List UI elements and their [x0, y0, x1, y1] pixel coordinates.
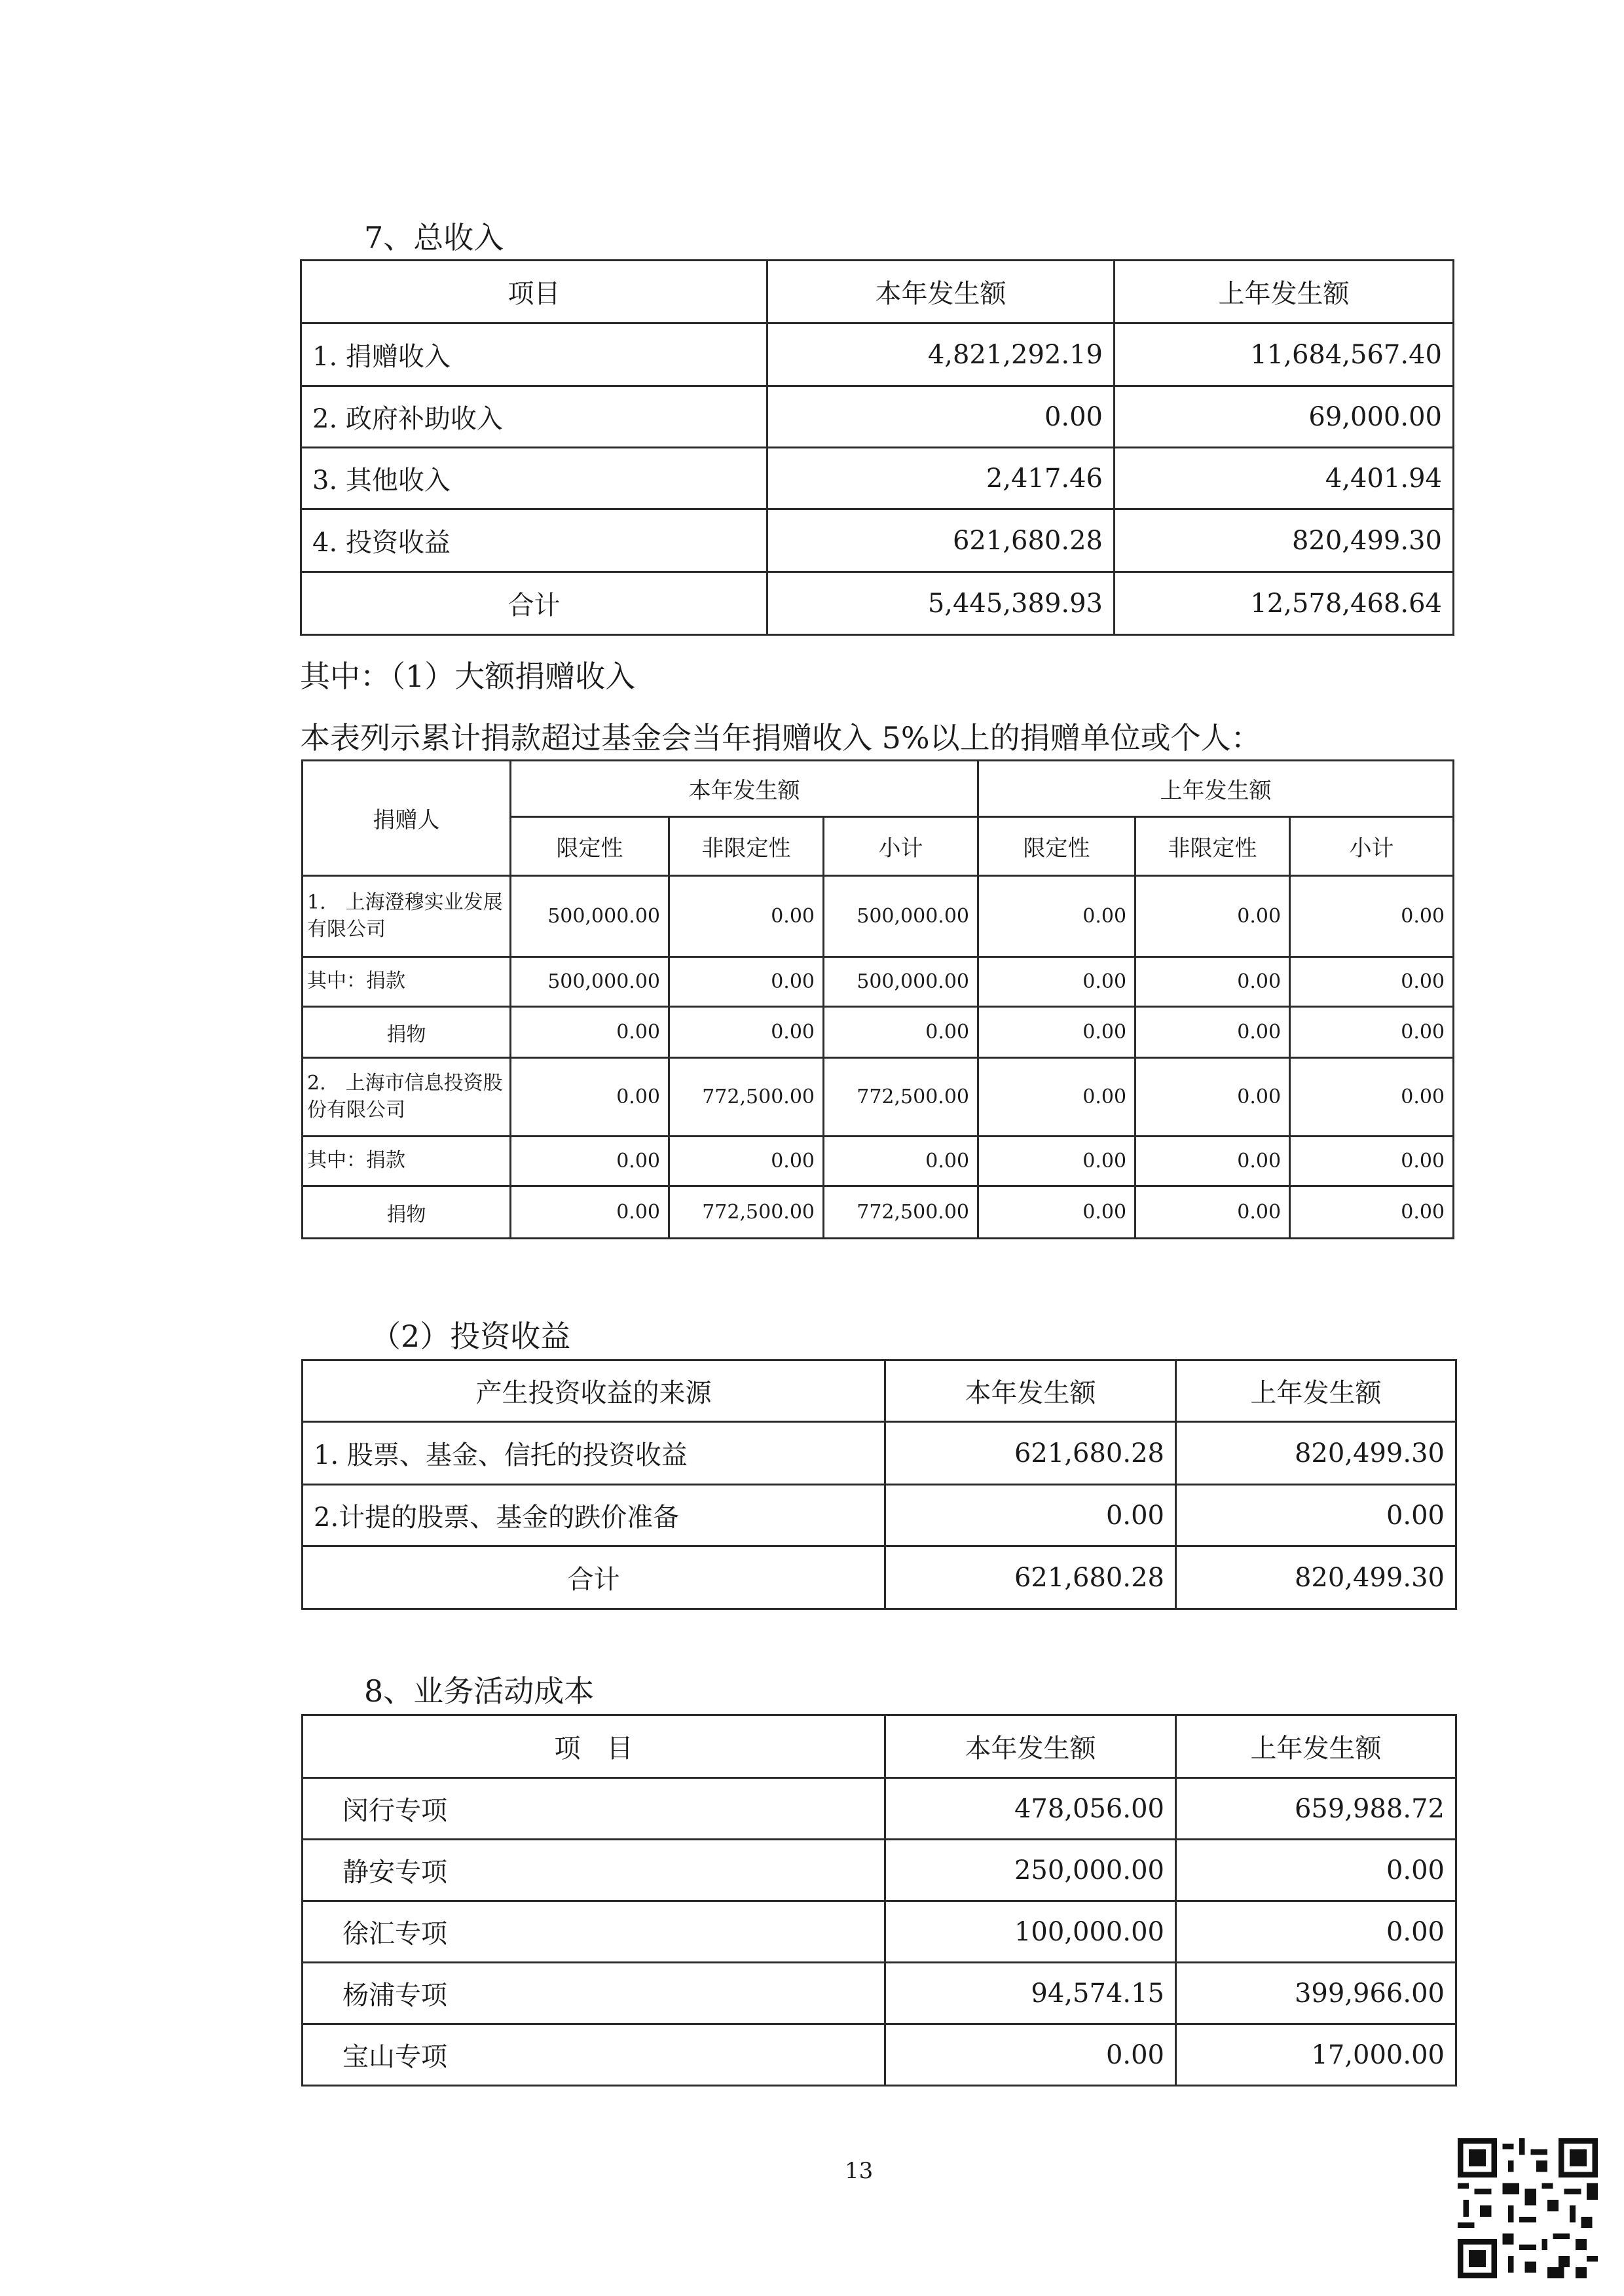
table-row — [301, 323, 1454, 386]
row-previous: 0.00 — [1176, 1901, 1456, 1963]
cell-value: 772,500.00 — [824, 1058, 978, 1137]
row-current: 0.00 — [885, 1485, 1176, 1546]
row-current: 250,000.00 — [885, 1840, 1176, 1901]
investment-income-subtitle: （2）投资收益 — [371, 1319, 571, 1354]
row-item: 闵行专项 — [303, 1778, 885, 1840]
total-current: 621,680.28 — [885, 1546, 1176, 1609]
row-current: 94,574.15 — [885, 1963, 1176, 2024]
table-header-row — [303, 761, 1454, 817]
row-current: 0.00 — [767, 386, 1115, 448]
header-previous: 上年发生额 — [1176, 1715, 1456, 1778]
table-row — [303, 1840, 1456, 1901]
cell-value: 0.00 — [511, 1007, 669, 1058]
row-previous: 17,000.00 — [1176, 2024, 1456, 2086]
cell-value: 0.00 — [1290, 1007, 1454, 1058]
table-row — [303, 1007, 1454, 1058]
header-current: 本年发生额 — [767, 261, 1115, 323]
cell-value: 0.00 — [1290, 1137, 1454, 1186]
donor-name: 1. 上海澄穆实业发展有限公司 — [303, 876, 511, 957]
row-item: 3. 其他收入 — [301, 448, 767, 509]
row-item: 1. 股票、基金、信托的投资收益 — [303, 1422, 885, 1485]
row-previous: 4,401.94 — [1115, 448, 1454, 509]
donor-name: 其中：捐款 — [303, 1137, 511, 1186]
cell-value: 0.00 — [511, 1058, 669, 1137]
subheader-restricted: 限定性 — [511, 817, 669, 876]
row-previous: 0.00 — [1176, 1840, 1456, 1901]
subheader-subtotal: 小计 — [824, 817, 978, 876]
cell-value: 0.00 — [978, 1137, 1135, 1186]
row-item: 2. 政府补助收入 — [301, 386, 767, 448]
cell-value: 0.00 — [978, 957, 1135, 1007]
cell-value: 0.00 — [1290, 957, 1454, 1007]
header-current: 本年发生额 — [885, 1715, 1176, 1778]
table-row — [303, 1186, 1454, 1239]
header-previous: 上年发生额 — [1115, 261, 1454, 323]
row-previous: 820,499.30 — [1115, 509, 1454, 572]
investment-income-table — [301, 1359, 1457, 1610]
cell-value: 0.00 — [511, 1137, 669, 1186]
total-row — [303, 1546, 1456, 1609]
table-row — [303, 1901, 1456, 1963]
cell-value: 0.00 — [978, 876, 1135, 957]
donor-name: 2. 上海市信息投资股份有限公司 — [303, 1058, 511, 1137]
total-row — [301, 572, 1454, 635]
cell-value: 0.00 — [669, 876, 824, 957]
row-item: 1. 捐赠收入 — [301, 323, 767, 386]
header-previous-year: 上年发生额 — [978, 761, 1454, 817]
cell-value: 0.00 — [1135, 957, 1290, 1007]
cell-value: 772,500.00 — [669, 1058, 824, 1137]
table-row — [301, 509, 1454, 572]
cell-value: 0.00 — [1290, 1058, 1454, 1137]
section-7-title: 7、总收入 — [364, 220, 504, 255]
cell-value: 0.00 — [1290, 876, 1454, 957]
cell-value: 0.00 — [669, 1137, 824, 1186]
row-previous: 69,000.00 — [1115, 386, 1454, 448]
row-item: 2.计提的股票、基金的跌价准备 — [303, 1485, 885, 1546]
cell-value: 772,500.00 — [824, 1186, 978, 1239]
row-previous: 399,966.00 — [1176, 1963, 1456, 2024]
donor-name: 捐物 — [303, 1186, 511, 1239]
row-previous: 11,684,567.40 — [1115, 323, 1454, 386]
cell-value: 0.00 — [1135, 1186, 1290, 1239]
row-item: 杨浦专项 — [303, 1963, 885, 2024]
cell-value: 0.00 — [1135, 1058, 1290, 1137]
total-income-table — [300, 259, 1454, 636]
subheader-restricted: 限定性 — [978, 817, 1135, 876]
row-current: 621,680.28 — [885, 1422, 1176, 1485]
cell-value: 500,000.00 — [511, 876, 669, 957]
total-label: 合计 — [301, 572, 767, 635]
table-row — [303, 1485, 1456, 1546]
large-donation-subtitle: 其中：（1）大额捐赠收入 — [300, 659, 636, 694]
cell-value: 500,000.00 — [824, 957, 978, 1007]
row-current: 4,821,292.19 — [767, 323, 1115, 386]
table-row — [303, 1137, 1454, 1186]
table-header-row — [301, 261, 1454, 323]
large-donation-description: 本表列示累计捐款超过基金会当年捐赠收入 5%以上的捐赠单位或个人： — [300, 720, 1261, 756]
table-row — [301, 448, 1454, 509]
header-current-year: 本年发生额 — [511, 761, 978, 817]
total-previous: 820,499.30 — [1176, 1546, 1456, 1609]
table-header-row — [303, 1715, 1456, 1778]
table-row — [303, 1058, 1454, 1137]
row-item: 徐汇专项 — [303, 1901, 885, 1963]
cell-value: 0.00 — [511, 1186, 669, 1239]
cell-value: 500,000.00 — [511, 957, 669, 1007]
total-previous: 12,578,468.64 — [1115, 572, 1454, 635]
cell-value: 0.00 — [978, 1007, 1135, 1058]
table-header-row — [303, 1360, 1456, 1422]
row-current: 100,000.00 — [885, 1901, 1176, 1963]
header-item: 项目 — [301, 261, 767, 323]
subheader-unrestricted: 非限定性 — [669, 817, 824, 876]
cell-value: 0.00 — [824, 1007, 978, 1058]
table-row — [303, 876, 1454, 957]
row-current: 2,417.46 — [767, 448, 1115, 509]
header-donor: 捐赠人 — [303, 761, 511, 876]
table-row — [303, 1963, 1456, 2024]
table-row — [303, 957, 1454, 1007]
donor-name: 捐物 — [303, 1007, 511, 1058]
total-current: 5,445,389.93 — [767, 572, 1115, 635]
donor-name: 其中：捐款 — [303, 957, 511, 1007]
row-current: 621,680.28 — [767, 509, 1115, 572]
business-cost-table — [301, 1714, 1457, 2086]
table-row — [303, 2024, 1456, 2086]
row-item: 静安专项 — [303, 1840, 885, 1901]
cell-value: 0.00 — [1290, 1186, 1454, 1239]
row-previous: 820,499.30 — [1176, 1422, 1456, 1485]
row-previous: 659,988.72 — [1176, 1778, 1456, 1840]
cell-value: 0.00 — [1135, 876, 1290, 957]
table-row — [303, 1778, 1456, 1840]
row-item: 4. 投资收益 — [301, 509, 767, 572]
cell-value: 0.00 — [824, 1137, 978, 1186]
table-row — [303, 1422, 1456, 1485]
row-item: 宝山专项 — [303, 2024, 885, 2086]
cell-value: 0.00 — [1135, 1007, 1290, 1058]
row-current: 478,056.00 — [885, 1778, 1176, 1840]
header-source: 产生投资收益的来源 — [303, 1360, 885, 1422]
table-row — [301, 386, 1454, 448]
total-label: 合计 — [303, 1546, 885, 1609]
cell-value: 0.00 — [1135, 1137, 1290, 1186]
cell-value: 500,000.00 — [824, 876, 978, 957]
cell-value: 0.00 — [669, 957, 824, 1007]
cell-value: 0.00 — [978, 1186, 1135, 1239]
cell-value: 0.00 — [978, 1058, 1135, 1137]
header-item: 项 目 — [303, 1715, 885, 1778]
subheader-unrestricted: 非限定性 — [1135, 817, 1290, 876]
cell-value: 0.00 — [669, 1007, 824, 1058]
large-donation-table — [301, 759, 1454, 1239]
verification-qr-code-icon — [1458, 2138, 1598, 2278]
cell-value: 772,500.00 — [669, 1186, 824, 1239]
page-number: 13 — [845, 2158, 874, 2184]
section-8-title: 8、业务活动成本 — [364, 1673, 595, 1709]
row-previous: 0.00 — [1176, 1485, 1456, 1546]
header-current: 本年发生额 — [885, 1360, 1176, 1422]
header-previous: 上年发生额 — [1176, 1360, 1456, 1422]
subheader-subtotal: 小计 — [1290, 817, 1454, 876]
row-current: 0.00 — [885, 2024, 1176, 2086]
